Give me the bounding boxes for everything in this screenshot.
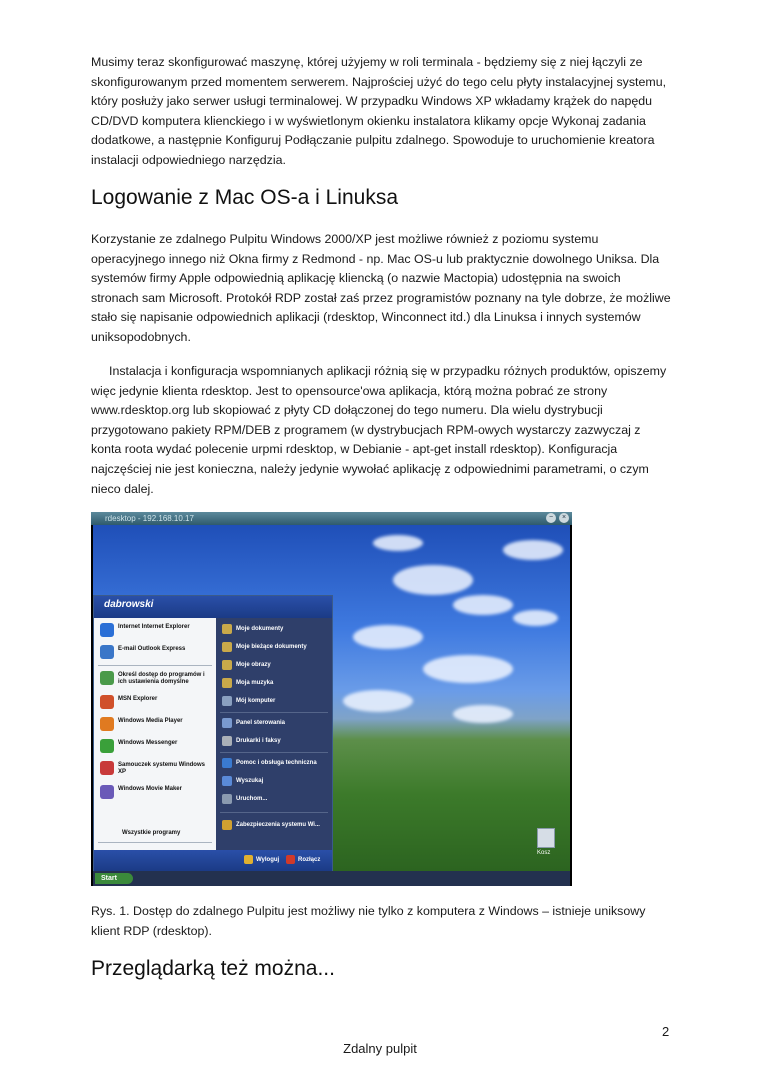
search-icon — [222, 776, 232, 786]
menu-item-run: Uruchom... — [222, 792, 330, 806]
logoff-button: Wyloguj — [244, 855, 279, 864]
menu-item-my-computer: Mój komputer — [222, 694, 330, 708]
menu-item-media-player: Windows Media Player — [100, 716, 214, 734]
recycle-bin-icon — [537, 828, 555, 848]
start-button: Start — [95, 873, 133, 884]
menu-item-tour: Samouczek systemu Windows XP — [100, 760, 214, 778]
menu-item-security: Zabezpieczenia systemu Wi... — [222, 818, 330, 832]
folder-icon — [222, 642, 232, 652]
internet-explorer-icon — [100, 623, 114, 637]
all-programs: Wszystkie programy — [122, 830, 181, 836]
start-menu-header — [94, 596, 332, 618]
folder-icon — [222, 678, 232, 688]
start-menu — [93, 595, 333, 872]
movie-maker-icon — [100, 785, 114, 799]
menu-item-control-panel: Panel sterowania — [222, 716, 330, 730]
menu-item-msn: MSN Explorer — [100, 694, 214, 712]
intro-paragraph: Musimy teraz skonfigurować maszynę, której użyjemy w roli terminala - będziemy się z niej łączyli ze skonfigurowanym przed momentem serwerem. Najprościej użyć do tego celu płyty instalacyjnej systemu, który posłuży jako serwer usługi terminalowej. W przypadku Windows XP wkładamy krążek do napędu CD/DVD komputera klienckiego i w wyświetlonym okienku instalatora klikamy opcje Wykonaj zadania dodatkowe, a następnie Konfiguruj Podłączanie pulpitu zdalnego. Spowoduje to uruchomienie kreatora instalacji odpowiedniego narzędzia. — [91, 55, 667, 167]
menu-item-my-documents: Moje dokumenty — [222, 622, 330, 636]
outlook-icon — [100, 645, 114, 659]
menu-item-help: Pomoc i obsługa techniczna — [222, 756, 330, 770]
close-icon: × — [559, 513, 569, 523]
start-menu-right-pane — [216, 618, 332, 850]
menu-item-search: Wyszukaj — [222, 774, 330, 788]
paragraph-remote-access: Korzystanie ze zdalnego Pulpitu Windows 2000/XP jest możliwe również z poziomu systemu operacyjnego innego niż Okna firmy z Redmond - np. Mac OS-u lub praktycznie dowolnego Uniksa. Dla systemów firmy Apple odpowiednią aplikację kliencką (o nazwie Mactopia) udostępnia na swoich stronach sam Microsoft. Protokół RDP został zaś przez programistów poznany na tyle dobrze, że możliwe stało się napisanie odpowiednich aplikacji (rdesktop, Winconnect itd.) dla Linuksa i innych systemów uniksopodobnych. — [91, 232, 671, 344]
messenger-icon — [100, 739, 114, 753]
window-titlebar — [91, 512, 572, 525]
menu-item-default-programs: Określ dostęp do programów i ich ustawienia domyślne — [100, 670, 214, 688]
paragraph-rdesktop: Instalacja i konfiguracja wspomnianych aplikacji różnią się w przypadku różnych produktów, opiszemy więc jedynie klienta rdesktop. Jest to opensource'owa aplikacja, którą można pobrać ze strony www.rdesktop.org lub skopiować z płyty CD dołączonej do tego numeru. Dla wielu dystrybucji przygotowano pakiety RPM/DEB z programem (w dystrybucjach RPM-owych wystarczy zazwyczaj z konta roota wydać polecenie urpmi rdesktop, w Debianie - apt-get install rdesktop). Konfiguracja najczęściej nie jest konieczna, należy jedynie wywołać aplikację z odpowiednimi parametrami, o czym nieco dalej. — [91, 364, 667, 496]
user-name: dabrowski — [104, 599, 154, 610]
printer-icon — [222, 736, 232, 746]
logoff-icon — [244, 855, 253, 864]
shutdown-button: Rozłącz — [286, 855, 320, 864]
power-icon — [286, 855, 295, 864]
menu-item-my-music: Moja muzyka — [222, 676, 330, 690]
menu-item-internet: Internet Internet Explorer — [100, 622, 214, 640]
menu-item-messenger: Windows Messenger — [100, 738, 214, 756]
menu-item-movie-maker: Windows Movie Maker — [100, 784, 214, 802]
folder-icon — [222, 660, 232, 670]
menu-item-my-pictures: Moje obrazy — [222, 658, 330, 672]
menu-item-recent-documents: Moje bieżące dokumenty — [222, 640, 330, 654]
media-player-icon — [100, 717, 114, 731]
recycle-bin-label: Kosz — [537, 850, 551, 856]
menu-item-email: E-mail Outlook Express — [100, 644, 214, 662]
control-panel-icon — [222, 718, 232, 728]
section-heading-mac-linux: Logowanie z Mac OS-a i Linuksa — [91, 186, 398, 209]
run-icon — [222, 794, 232, 804]
folder-icon — [222, 624, 232, 634]
figure-caption: Rys. 1. Dostęp do zdalnego Pulpitu jest możliwy nie tylko z komputera z Windows – istnieje uniksowy klient RDP (rdesktop). — [91, 904, 646, 938]
msn-icon — [100, 695, 114, 709]
help-icon — [222, 758, 232, 768]
page-number: 2 — [662, 1024, 670, 1039]
tour-icon — [100, 761, 114, 775]
rdesktop-screenshot — [91, 512, 572, 886]
section-heading-browser: Przeglądarką też można... — [91, 957, 335, 980]
start-menu-left-pane — [94, 618, 216, 850]
menu-item-printers: Drukarki i faksy — [222, 734, 330, 748]
start-menu-footer — [94, 850, 332, 871]
shield-icon — [222, 820, 232, 830]
minimize-icon: − — [546, 513, 556, 523]
taskbar — [93, 871, 570, 886]
computer-icon — [222, 696, 232, 706]
window-title: rdesktop - 192.168.10.17 — [105, 514, 194, 523]
page-footer: Zdalny pulpit — [343, 1041, 417, 1056]
default-programs-icon — [100, 671, 114, 685]
